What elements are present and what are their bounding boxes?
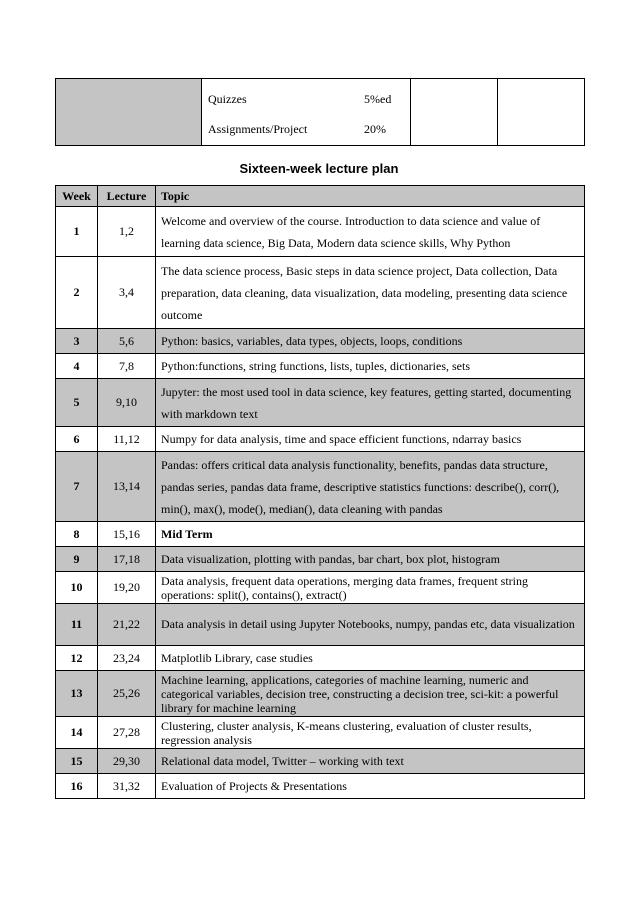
- topic-cell: Jupyter: the most used tool in data science, key features, getting started, documenting with markdown text: [156, 379, 585, 427]
- header-lecture: Lecture: [98, 186, 156, 207]
- topic-cell: Numpy for data analysis, time and space efficient functions, ndarray basics: [156, 427, 585, 452]
- assessment-empty-cell: [411, 79, 498, 146]
- assessment-weight: 20%: [364, 121, 386, 136]
- lecture-cell: 11,12: [98, 427, 156, 452]
- assessment-weight: 5%ed: [364, 91, 392, 106]
- table-row: [56, 749, 585, 774]
- topic-cell: Matplotlib Library, case studies: [156, 646, 585, 671]
- topic-cell: Data analysis, frequent data operations, merging data frames, frequent string operations: split(), contains(), extract(): [156, 572, 585, 604]
- table-row: [56, 522, 585, 547]
- week-cell: 8: [56, 522, 98, 547]
- lecture-cell: 13,14: [98, 452, 156, 522]
- table-row: [56, 774, 585, 799]
- topic-cell: Evaluation of Projects & Presentations: [156, 774, 585, 799]
- table-row: [56, 427, 585, 452]
- table-row: [56, 646, 585, 671]
- lecture-cell: 25,26: [98, 671, 156, 717]
- lecture-cell: 7,8: [98, 354, 156, 379]
- week-cell: 11: [56, 604, 98, 646]
- topic-cell: The data science process, Basic steps in data science project, Data collection, Data preparation, data cleaning, data visualization, data modeling, presenting data science outcome: [156, 257, 585, 329]
- table-row: [56, 717, 585, 749]
- lecture-cell: 19,20: [98, 572, 156, 604]
- table-row: [56, 329, 585, 354]
- table-row: [56, 547, 585, 572]
- lecture-cell: 9,10: [98, 379, 156, 427]
- lecture-cell: 17,18: [98, 547, 156, 572]
- topic-cell: Relational data model, Twitter – working with text: [156, 749, 585, 774]
- topic-cell: Clustering, cluster analysis, K-means clustering, evaluation of cluster results, regression analysis: [156, 717, 585, 749]
- assessment-name: Quizzes: [208, 91, 247, 106]
- topic-cell: Machine learning, applications, categories of machine learning, numeric and categorical variables, decision tree, constructing a decision tree, sci-kit: a powerful library for machine learning: [156, 671, 585, 717]
- assessment-row: [202, 84, 410, 114]
- lecture-cell: 1,2: [98, 207, 156, 257]
- topic-cell: Welcome and overview of the course. Introduction to data science and value of learning data science, Big Data, Modern data science skills, Why Python: [156, 207, 585, 257]
- assessment-table: [55, 78, 585, 146]
- topic-cell: Python:functions, string functions, lists, tuples, dictionaries, sets: [156, 354, 585, 379]
- lecture-plan-table: [55, 185, 585, 799]
- assessment-grey-cell: [56, 79, 202, 146]
- table-row: [56, 671, 585, 717]
- header-week: Week: [56, 186, 98, 207]
- lecture-cell: 31,32: [98, 774, 156, 799]
- plan-title: Sixteen-week lecture plan: [239, 161, 399, 176]
- assessment-empty-cell: [498, 79, 585, 146]
- lecture-cell: 23,24: [98, 646, 156, 671]
- week-cell: 3: [56, 329, 98, 354]
- table-row: [56, 354, 585, 379]
- table-row: [56, 572, 585, 604]
- week-cell: 4: [56, 354, 98, 379]
- lecture-cell: 29,30: [98, 749, 156, 774]
- week-cell: 14: [56, 717, 98, 749]
- week-cell: 10: [56, 572, 98, 604]
- week-cell: 15: [56, 749, 98, 774]
- assessment-row: [202, 114, 410, 144]
- week-cell: 9: [56, 547, 98, 572]
- week-cell: 1: [56, 207, 98, 257]
- lecture-cell: 15,16: [98, 522, 156, 547]
- week-cell: 12: [56, 646, 98, 671]
- table-row: [56, 207, 585, 257]
- lecture-cell: 27,28: [98, 717, 156, 749]
- table-header-row: [56, 186, 585, 207]
- topic-cell: Pandas: offers critical data analysis functionality, benefits, pandas data structure, pandas series, pandas data frame, descriptive statistics functions: describe(), corr(), min(), max(), mode(), median(), data cleaning with pandas: [156, 452, 585, 522]
- header-topic: Topic: [156, 186, 585, 207]
- table-row: [56, 604, 585, 646]
- topic-cell: Data analysis in detail using Jupyter Notebooks, numpy, pandas etc, data visualization: [156, 604, 585, 646]
- table-row: [56, 257, 585, 329]
- week-cell: 7: [56, 452, 98, 522]
- week-cell: 6: [56, 427, 98, 452]
- week-cell: 2: [56, 257, 98, 329]
- lecture-cell: 3,4: [98, 257, 156, 329]
- week-cell: 5: [56, 379, 98, 427]
- assessment-list-cell: [202, 79, 411, 146]
- lecture-cell: 5,6: [98, 329, 156, 354]
- topic-cell: Mid Term: [156, 522, 585, 547]
- week-cell: 13: [56, 671, 98, 717]
- assessment-name: Assignments/Project: [208, 121, 308, 136]
- topic-cell: Python: basics, variables, data types, objects, loops, conditions: [156, 329, 585, 354]
- week-cell: 16: [56, 774, 98, 799]
- table-row: [56, 452, 585, 522]
- table-row: [56, 379, 585, 427]
- topic-cell: Data visualization, plotting with pandas, bar chart, box plot, histogram: [156, 547, 585, 572]
- lecture-cell: 21,22: [98, 604, 156, 646]
